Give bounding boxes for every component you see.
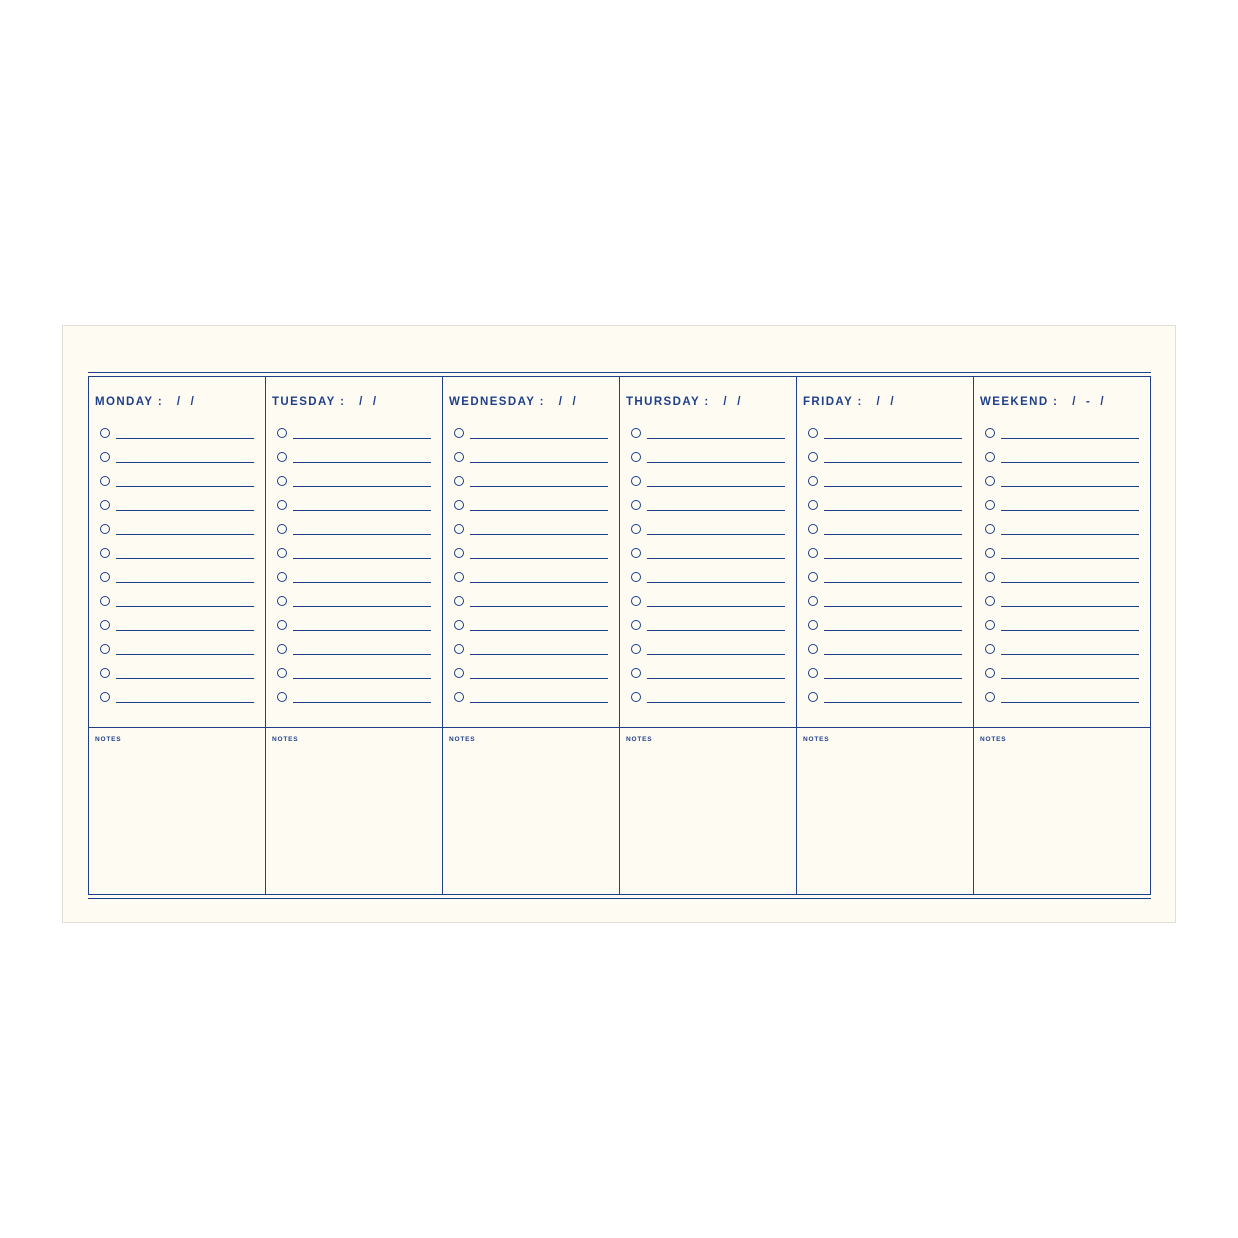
day-header-weekend: WEEKEND : / - / [980,396,1105,408]
checkbox-circle-icon[interactable] [631,596,641,606]
task-line[interactable] [647,654,785,655]
task-line[interactable] [647,678,785,679]
task-line[interactable] [293,558,431,559]
task-row [985,643,1139,667]
checkbox-circle-icon[interactable] [808,644,818,654]
checkbox-circle-icon[interactable] [100,476,110,486]
task-line[interactable] [293,654,431,655]
task-row [277,619,431,643]
task-line[interactable] [647,582,785,583]
task-row [454,523,608,547]
task-row [631,451,785,475]
task-line[interactable] [824,534,962,535]
notes-area-thursday[interactable] [620,728,796,894]
notes-label: NOTES [626,736,653,743]
task-row [277,475,431,499]
checkbox-circle-icon[interactable] [277,668,287,678]
task-row [808,523,962,547]
task-section-thursday [620,377,796,728]
checkbox-circle-icon[interactable] [100,500,110,510]
checkbox-circle-icon[interactable] [100,620,110,630]
checkbox-circle-icon[interactable] [631,500,641,510]
task-section-monday [89,377,265,728]
task-section-wednesday [443,377,619,728]
task-line[interactable] [293,678,431,679]
task-line[interactable] [293,702,431,703]
task-row [985,523,1139,547]
task-row [454,547,608,571]
day-header-monday: MONDAY : / / [95,396,196,408]
checkbox-circle-icon[interactable] [100,524,110,534]
task-line[interactable] [647,462,785,463]
checkbox-circle-icon[interactable] [808,452,818,462]
task-line[interactable] [647,534,785,535]
task-line[interactable] [116,462,254,463]
task-line[interactable] [116,486,254,487]
checkbox-circle-icon[interactable] [985,620,995,630]
task-row [277,643,431,667]
checkbox-circle-icon[interactable] [985,476,995,486]
task-row [808,619,962,643]
task-line[interactable] [116,510,254,511]
checkbox-circle-icon[interactable] [277,548,287,558]
task-line[interactable] [647,630,785,631]
task-row [454,691,608,715]
task-line[interactable] [470,606,608,607]
notes-area-weekend[interactable] [974,728,1150,894]
task-line[interactable] [1001,654,1139,655]
checkbox-circle-icon[interactable] [277,500,287,510]
checkbox-circle-icon[interactable] [985,644,995,654]
checkbox-circle-icon[interactable] [808,620,818,630]
notes-label: NOTES [95,736,122,743]
task-row [100,499,254,523]
checkbox-circle-icon[interactable] [454,500,464,510]
checkbox-circle-icon[interactable] [985,524,995,534]
task-line[interactable] [647,558,785,559]
checkbox-circle-icon[interactable] [454,692,464,702]
task-row [808,643,962,667]
task-row [808,595,962,619]
task-row [631,475,785,499]
task-list-weekend [985,427,1139,715]
checkbox-circle-icon[interactable] [631,620,641,630]
checkbox-circle-icon[interactable] [100,452,110,462]
task-row [454,499,608,523]
checkbox-circle-icon[interactable] [808,548,818,558]
task-line[interactable] [1001,462,1139,463]
task-line[interactable] [1001,510,1139,511]
checkbox-circle-icon[interactable] [277,692,287,702]
checkbox-circle-icon[interactable] [808,500,818,510]
task-line[interactable] [647,606,785,607]
day-column-tuesday [265,377,442,894]
task-row [631,427,785,451]
checkbox-circle-icon[interactable] [100,596,110,606]
task-line[interactable] [470,582,608,583]
checkbox-circle-icon[interactable] [808,572,818,582]
task-row [631,499,785,523]
task-row [100,571,254,595]
task-line[interactable] [1001,582,1139,583]
checkbox-circle-icon[interactable] [631,452,641,462]
task-row [631,571,785,595]
checkbox-circle-icon[interactable] [277,476,287,486]
task-row [985,691,1139,715]
task-line[interactable] [1001,534,1139,535]
notes-area-monday[interactable] [89,728,265,894]
checkbox-circle-icon[interactable] [454,524,464,534]
task-row [100,691,254,715]
checkbox-circle-icon[interactable] [631,692,641,702]
checkbox-circle-icon[interactable] [985,668,995,678]
task-row [277,667,431,691]
task-row [631,523,785,547]
task-row [985,451,1139,475]
task-list-monday [100,427,254,715]
task-row [277,523,431,547]
task-line[interactable] [1001,702,1139,703]
day-column-weekend [973,377,1150,894]
task-line[interactable] [824,558,962,559]
task-row [454,619,608,643]
notes-area-wednesday[interactable] [443,728,619,894]
checkbox-circle-icon[interactable] [100,644,110,654]
task-row [277,451,431,475]
task-row [808,475,962,499]
checkbox-circle-icon[interactable] [454,548,464,558]
checkbox-circle-icon[interactable] [808,692,818,702]
notes-label: NOTES [803,736,830,743]
checkbox-circle-icon[interactable] [454,620,464,630]
checkbox-circle-icon[interactable] [985,596,995,606]
checkbox-circle-icon[interactable] [808,524,818,534]
checkbox-circle-icon[interactable] [100,428,110,438]
task-row [808,499,962,523]
task-line[interactable] [293,438,431,439]
checkbox-circle-icon[interactable] [631,428,641,438]
task-row [808,547,962,571]
task-list-friday [808,427,962,715]
task-line[interactable] [470,558,608,559]
task-line[interactable] [1001,630,1139,631]
task-line[interactable] [293,510,431,511]
task-row [808,667,962,691]
task-line[interactable] [824,678,962,679]
notes-label: NOTES [980,736,1007,743]
task-row [100,595,254,619]
task-line[interactable] [1001,678,1139,679]
task-line[interactable] [647,438,785,439]
task-line[interactable] [824,486,962,487]
task-row [454,451,608,475]
task-line[interactable] [824,462,962,463]
task-line[interactable] [470,678,608,679]
task-row [631,619,785,643]
task-row [277,595,431,619]
checkbox-circle-icon[interactable] [985,548,995,558]
task-line[interactable] [824,606,962,607]
checkbox-circle-icon[interactable] [277,644,287,654]
task-line[interactable] [647,510,785,511]
task-line[interactable] [824,702,962,703]
checkbox-circle-icon[interactable] [454,428,464,438]
checkbox-circle-icon[interactable] [277,572,287,582]
task-line[interactable] [824,582,962,583]
task-line[interactable] [293,606,431,607]
checkbox-circle-icon[interactable] [454,572,464,582]
task-line[interactable] [293,534,431,535]
task-row [277,499,431,523]
task-row [631,691,785,715]
top-border-line [88,372,1151,373]
day-column-monday [89,377,265,894]
checkbox-circle-icon[interactable] [985,500,995,510]
checkbox-circle-icon[interactable] [454,452,464,462]
task-row [985,571,1139,595]
task-row [985,547,1139,571]
checkbox-circle-icon[interactable] [631,524,641,534]
task-line[interactable] [470,654,608,655]
day-header-wednesday: WEDNESDAY : / / [449,396,578,408]
checkbox-circle-icon[interactable] [985,692,995,702]
checkbox-circle-icon[interactable] [631,644,641,654]
checkbox-circle-icon[interactable] [808,428,818,438]
task-line[interactable] [824,654,962,655]
task-row [808,571,962,595]
task-line[interactable] [470,510,608,511]
task-list-thursday [631,427,785,715]
checkbox-circle-icon[interactable] [100,692,110,702]
checkbox-circle-icon[interactable] [631,548,641,558]
task-row [985,667,1139,691]
task-line[interactable] [116,558,254,559]
task-row [631,547,785,571]
task-line[interactable] [1001,486,1139,487]
bottom-border-line [88,898,1151,899]
task-line[interactable] [116,678,254,679]
task-line[interactable] [116,534,254,535]
task-line[interactable] [116,630,254,631]
task-line[interactable] [1001,558,1139,559]
task-row [100,667,254,691]
checkbox-circle-icon[interactable] [808,668,818,678]
task-line[interactable] [824,510,962,511]
task-line[interactable] [647,486,785,487]
checkbox-circle-icon[interactable] [985,452,995,462]
task-line[interactable] [116,606,254,607]
checkbox-circle-icon[interactable] [277,620,287,630]
weekly-grid [88,376,1151,895]
checkbox-circle-icon[interactable] [985,428,995,438]
task-line[interactable] [293,630,431,631]
checkbox-circle-icon[interactable] [631,572,641,582]
checkbox-circle-icon[interactable] [277,428,287,438]
checkbox-circle-icon[interactable] [454,668,464,678]
task-row [631,643,785,667]
day-column-friday [796,377,973,894]
checkbox-circle-icon[interactable] [454,476,464,486]
checkbox-circle-icon[interactable] [100,572,110,582]
task-row [454,427,608,451]
task-row [100,523,254,547]
task-row [454,595,608,619]
task-row [100,427,254,451]
task-line[interactable] [470,534,608,535]
task-row [808,427,962,451]
task-row [100,475,254,499]
task-line[interactable] [647,702,785,703]
task-row [631,595,785,619]
task-line[interactable] [293,582,431,583]
task-row [454,475,608,499]
task-row [100,451,254,475]
task-row [277,571,431,595]
checkbox-circle-icon[interactable] [985,572,995,582]
checkbox-circle-icon[interactable] [100,548,110,558]
notes-area-friday[interactable] [797,728,973,894]
checkbox-circle-icon[interactable] [100,668,110,678]
task-row [100,547,254,571]
task-row [985,427,1139,451]
checkbox-circle-icon[interactable] [277,452,287,462]
task-row [100,619,254,643]
task-section-friday [797,377,973,728]
task-list-tuesday [277,427,431,715]
task-row [985,619,1139,643]
task-line[interactable] [293,486,431,487]
task-line[interactable] [824,630,962,631]
task-line[interactable] [116,702,254,703]
task-row [985,499,1139,523]
task-line[interactable] [293,462,431,463]
day-column-wednesday [442,377,619,894]
checkbox-circle-icon[interactable] [277,596,287,606]
task-row [808,691,962,715]
checkbox-circle-icon[interactable] [808,476,818,486]
task-row [985,475,1139,499]
day-column-thursday [619,377,796,894]
checkbox-circle-icon[interactable] [808,596,818,606]
task-row [454,571,608,595]
task-line[interactable] [470,462,608,463]
task-row [454,667,608,691]
task-row [277,427,431,451]
task-line[interactable] [1001,438,1139,439]
checkbox-circle-icon[interactable] [631,476,641,486]
task-row [631,667,785,691]
task-list-wednesday [454,427,608,715]
notes-label: NOTES [272,736,299,743]
day-header-thursday: THURSDAY : / / [626,396,742,408]
task-row [454,643,608,667]
task-line[interactable] [1001,606,1139,607]
task-row [808,451,962,475]
task-line[interactable] [116,654,254,655]
notes-area-tuesday[interactable] [266,728,442,894]
day-header-tuesday: TUESDAY : / / [272,396,378,408]
task-row [277,691,431,715]
notes-label: NOTES [449,736,476,743]
checkbox-circle-icon[interactable] [454,644,464,654]
task-line[interactable] [470,486,608,487]
task-section-tuesday [266,377,442,728]
task-row [277,547,431,571]
checkbox-circle-icon[interactable] [631,668,641,678]
task-line[interactable] [470,438,608,439]
task-line[interactable] [470,630,608,631]
task-line[interactable] [470,702,608,703]
task-row [985,595,1139,619]
task-row [100,643,254,667]
task-line[interactable] [116,438,254,439]
checkbox-circle-icon[interactable] [454,596,464,606]
checkbox-circle-icon[interactable] [277,524,287,534]
day-header-friday: FRIDAY : / / [803,396,895,408]
task-line[interactable] [824,438,962,439]
task-section-weekend [974,377,1150,728]
task-line[interactable] [116,582,254,583]
